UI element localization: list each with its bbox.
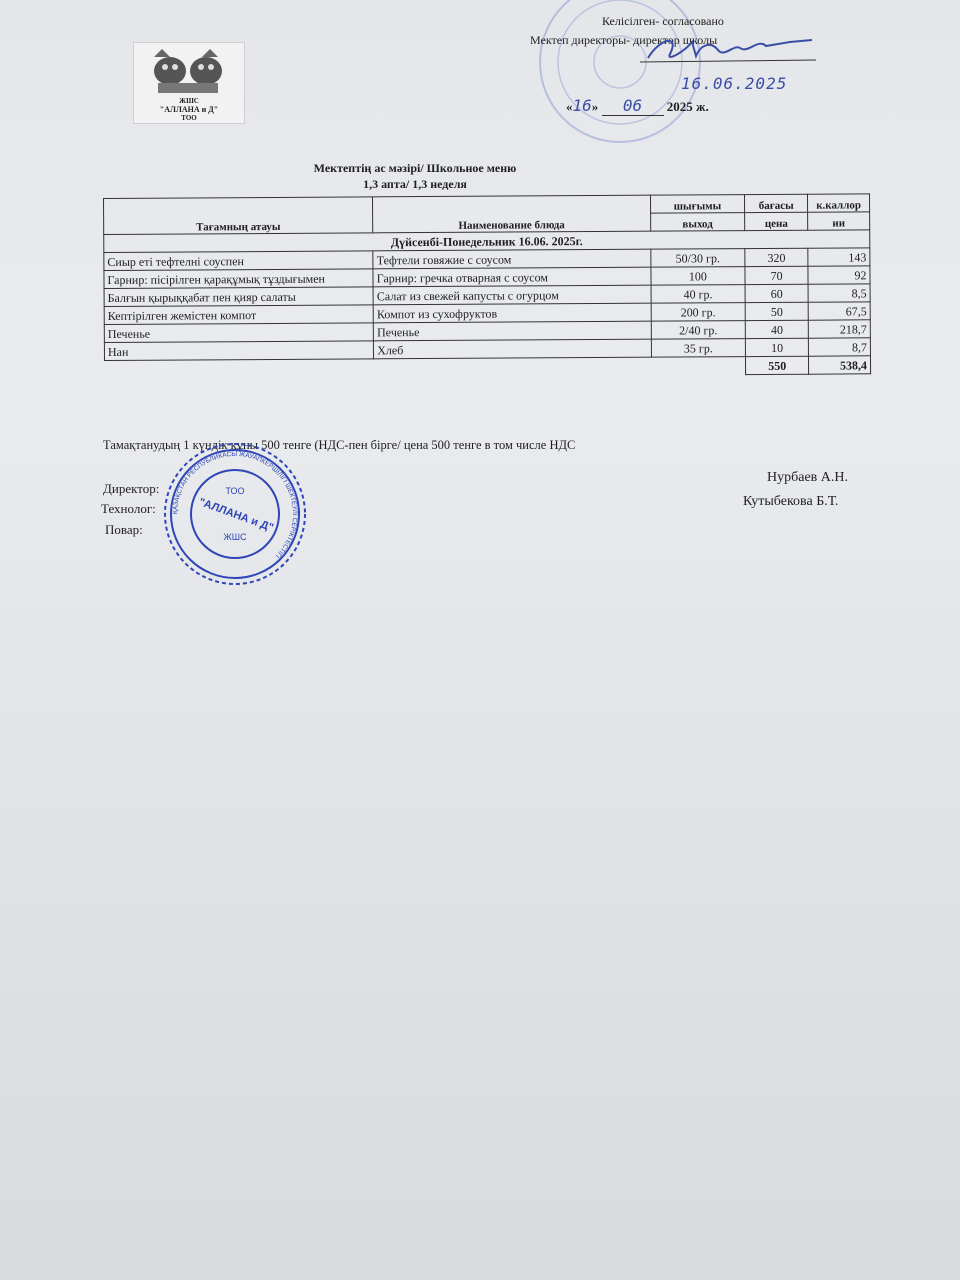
page-title: [290, 160, 540, 192]
dish-cal: 67,5: [808, 302, 870, 320]
dish-price: 70: [745, 266, 808, 284]
stamp-bottom-text: ЖШС: [223, 532, 247, 542]
dish-out: 40 гр.: [651, 285, 746, 304]
dish-ru: Гарнир: гречка отварная с соусом: [373, 267, 650, 287]
handwritten-date: 16.06.2025: [681, 74, 788, 93]
company-stamp: [160, 432, 310, 597]
dish-cal: 8,7: [808, 338, 870, 356]
dish-price: 50: [745, 302, 808, 320]
dish-ru: Компот из сухофруктов: [373, 303, 650, 323]
price-note: Тамақтанудың 1 күндік құны 500 тенге (НДС-пен бірге/ цена 500 тенге в том числе НДС: [103, 438, 576, 452]
dish-ru: Салат из свежей капусты с огурцом: [373, 285, 650, 305]
header-price-kz: бағасы: [745, 194, 808, 212]
dish-ru: Тефтели говяжие с соусом: [373, 249, 650, 269]
dish-out: 100: [651, 267, 746, 286]
logo-line2: "АЛЛАНА и Д": [159, 105, 219, 114]
technolog-label: Технолог:: [101, 501, 156, 516]
header-price-ru: цена: [745, 212, 808, 230]
dish-kz: Гарнир: пісірілген қарақұмық тұздығымен: [104, 269, 373, 289]
header-out-kz: шығымы: [650, 195, 745, 214]
dish-cal: 143: [808, 248, 870, 266]
director-name: Нурбаев А.Н.: [767, 470, 848, 485]
stamp-top-text: ТОО: [225, 486, 245, 496]
total-price: 550: [746, 356, 809, 374]
day-label: Дүйсенбі-Понедельник 16.06. 2025г.: [104, 230, 870, 253]
document-page: [40, 0, 940, 1280]
technolog-name: Кутыбекова Б.Т.: [743, 494, 839, 509]
approval-date: «16» 06 2025 ж.: [566, 96, 709, 115]
dish-kz: Печенье: [104, 323, 373, 343]
logo-line1: ЖШС: [179, 97, 199, 105]
dish-out: 35 гр.: [651, 339, 746, 358]
mascot-logo-icon: [140, 47, 238, 97]
dish-price: 40: [746, 320, 809, 338]
director-label: Директор:: [103, 481, 160, 496]
dish-price: 320: [745, 248, 808, 266]
approval-day: 16: [572, 96, 592, 115]
logo-line3: ТОО: [181, 114, 197, 122]
dish-ru: Хлеб: [374, 339, 651, 359]
approval-title: Келісілген- согласовано: [602, 14, 724, 28]
dish-cal: 218,7: [808, 320, 870, 338]
dish-kz: Балғын қырыққабат пен қияр салаты: [104, 287, 373, 307]
dish-price: 60: [745, 284, 808, 302]
total-cal: 538,4: [809, 356, 871, 374]
menu-title: Мектептің ас мәзірі/ Школьное меню: [313, 161, 517, 175]
header-cal-2: ии: [808, 212, 870, 230]
svg-text:ҚАЗАҚСТАН РЕСПУБЛИКАСЫ ЖАУАПКЕ: ҚАЗАҚСТАН РЕСПУБЛИКАСЫ ЖАУАПКЕРШІЛІГІ ШЕКТЕУЛІ СЕРІКТЕСТІГІ: [171, 450, 299, 560]
header-kz: Тағамның атауы: [104, 197, 373, 235]
approval-role: Мектеп директоры- директор школы: [530, 33, 718, 47]
menu-subtitle: 1,3 апта/ 1,3 неделя: [363, 177, 467, 191]
header-out-ru: выход: [650, 213, 745, 232]
cook-label: Повар:: [105, 522, 143, 537]
dish-kz: Нан: [104, 341, 373, 361]
director-signature-icon: [640, 28, 820, 68]
header-cal-1: к.каллор: [808, 194, 870, 212]
dish-price: 10: [746, 338, 809, 356]
dish-out: 2/40 гр.: [651, 321, 746, 340]
dish-out: 50/30 гр.: [650, 249, 745, 268]
dish-ru: Печенье: [374, 321, 651, 341]
dish-kz: Сиыр еті тефтелні соуспен: [104, 251, 373, 271]
dish-cal: 8,5: [808, 284, 870, 302]
approval-month: 06: [622, 96, 643, 115]
dish-kz: Кептірілген жемістен компот: [104, 305, 373, 325]
approval-year: 2025 ж.: [666, 99, 709, 114]
dish-out: 200 гр.: [651, 303, 746, 322]
header-ru: Наименование блюда: [373, 195, 651, 233]
menu-table: [103, 193, 871, 379]
company-logo: [133, 42, 245, 124]
dish-cal: 92: [808, 266, 870, 284]
stamp-center-text: "АЛЛАНА и Д": [197, 496, 275, 535]
